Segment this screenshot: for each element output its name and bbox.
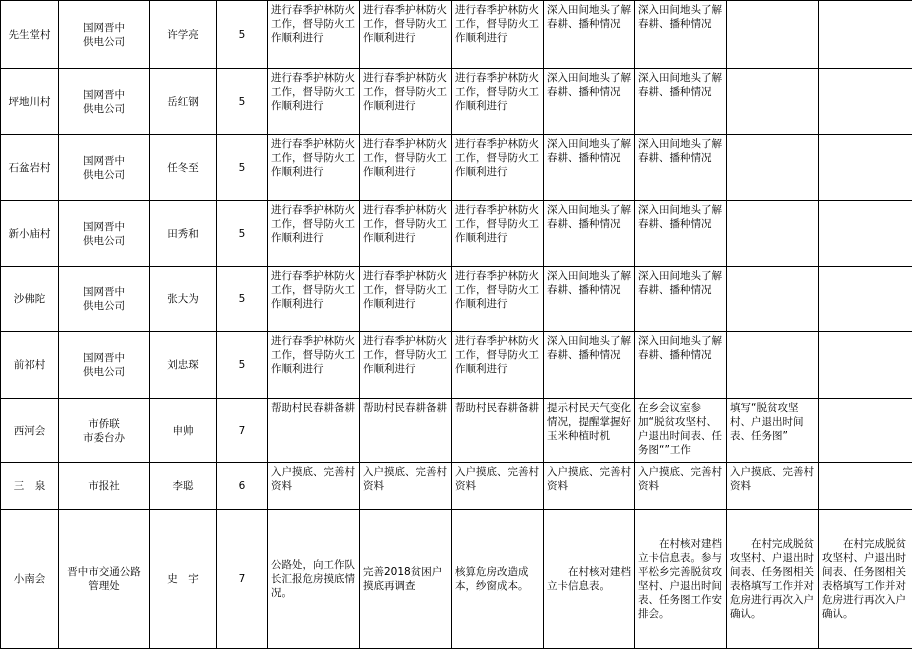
log-cell: 提示村民天气变化情况，提醒掌握好玉米种植时机: [544, 399, 635, 463]
table-row: [1, 463, 912, 510]
log-cell: 深入田间地头了解春耕、播种情况: [544, 267, 635, 332]
log-cell: 进行春季护林防火工作，督导防火工作顺利进行: [268, 135, 360, 201]
log-cell: 进行春季护林防火工作，督导防火工作顺利进行: [360, 135, 452, 201]
days-cell: 5: [217, 135, 268, 201]
unit-line: 市报社: [62, 479, 146, 493]
log-cell: 在村完成脱贫攻坚村、户退出时间表、任务图相关表格填写工作并对危房进行再次入户确认。: [819, 510, 912, 649]
log-cell: [819, 135, 912, 201]
log-cell: 进行春季护林防火工作，督导防火工作顺利进行: [268, 201, 360, 267]
unit-cell: [59, 332, 150, 399]
unit-cell: [59, 510, 150, 649]
days-cell: 5: [217, 201, 268, 267]
person-name-cell: 张大为: [150, 267, 217, 332]
village-cell: 坪地川村: [1, 69, 59, 135]
person-name-cell: 史 宇: [150, 510, 217, 649]
log-cell: 深入田间地头了解春耕、播种情况: [635, 69, 727, 135]
days-cell: 5: [217, 69, 268, 135]
log-cell: 进行春季护林防火工作，督导防火工作顺利进行: [268, 69, 360, 135]
log-cell: 进行春季护林防火工作，督导防火工作顺利进行: [452, 1, 544, 69]
log-cell: 深入田间地头了解春耕、播种情况: [544, 69, 635, 135]
days-cell: 5: [217, 1, 268, 69]
log-cell: 公路处，向工作队长汇报危房摸底情况。: [268, 510, 360, 649]
village-cell: 沙佛陀: [1, 267, 59, 332]
village-cell: 新小庙村: [1, 201, 59, 267]
unit-line: 供电公司: [62, 35, 146, 49]
log-cell: [727, 267, 819, 332]
unit-cell: [59, 135, 150, 201]
unit-line: 供电公司: [62, 168, 146, 182]
unit-line: 国网晋中: [62, 21, 146, 35]
village-cell: 石盆岩村: [1, 135, 59, 201]
log-cell: [727, 201, 819, 267]
person-name-cell: 许学亮: [150, 1, 217, 69]
unit-line: 晋中市交通公路: [62, 565, 146, 579]
log-cell: 深入田间地头了解春耕、播种情况: [635, 332, 727, 399]
log-cell: 在乡会议室参加“脱贫攻坚村、户退出时间表、任务图“”工作: [635, 399, 727, 463]
log-cell: [819, 69, 912, 135]
days-cell: 7: [217, 399, 268, 463]
unit-cell: [59, 463, 150, 510]
unit-line: 市委台办: [62, 431, 146, 445]
village-cell: 西河会: [1, 399, 59, 463]
days-cell: 7: [217, 510, 268, 649]
log-cell: 入户摸底、完善村资料: [452, 463, 544, 510]
unit-line: 供电公司: [62, 234, 146, 248]
log-cell: 深入田间地头了解春耕、播种情况: [635, 267, 727, 332]
days-cell: 5: [217, 267, 268, 332]
log-cell: 深入田间地头了解春耕、播种情况: [635, 1, 727, 69]
log-cell: 进行春季护林防火工作，督导防火工作顺利进行: [268, 1, 360, 69]
days-cell: 5: [217, 332, 268, 399]
table-row: [1, 332, 912, 399]
log-cell: 进行春季护林防火工作，督导防火工作顺利进行: [452, 267, 544, 332]
log-cell: 在村完成脱贫攻坚村、户退出时间表、任务图相关表格填写工作并对危房进行再次入户确认。: [727, 510, 819, 649]
log-cell: 完善2018贫困户摸底再调查: [360, 510, 452, 649]
log-cell: [819, 463, 912, 510]
log-cell: 进行春季护林防火工作，督导防火工作顺利进行: [452, 135, 544, 201]
unit-cell: [59, 201, 150, 267]
unit-line: 供电公司: [62, 299, 146, 313]
log-cell: 进行春季护林防火工作，督导防火工作顺利进行: [360, 332, 452, 399]
village-cell: 先生堂村: [1, 1, 59, 69]
person-name-cell: 任冬至: [150, 135, 217, 201]
log-cell: [727, 69, 819, 135]
log-cell: 入户摸底、完善村资料: [544, 463, 635, 510]
log-cell: [819, 332, 912, 399]
person-name-cell: 李聪: [150, 463, 217, 510]
log-cell: 进行春季护林防火工作，督导防火工作顺利进行: [452, 332, 544, 399]
log-cell: 进行春季护林防火工作，督导防火工作顺利进行: [268, 267, 360, 332]
table-body: [1, 1, 912, 649]
log-cell: [819, 399, 912, 463]
log-cell: 深入田间地头了解春耕、播种情况: [544, 1, 635, 69]
log-cell: 深入田间地头了解春耕、播种情况: [635, 201, 727, 267]
table-row: [1, 201, 912, 267]
unit-cell: [59, 1, 150, 69]
log-cell: 入户摸底、完善村资料: [727, 463, 819, 510]
log-cell: 帮助村民春耕备耕: [268, 399, 360, 463]
log-cell: 入户摸底、完善村资料: [268, 463, 360, 510]
log-cell: [727, 135, 819, 201]
person-name-cell: 申帅: [150, 399, 217, 463]
unit-cell: [59, 69, 150, 135]
log-cell: 进行春季护林防火工作，督导防火工作顺利进行: [360, 69, 452, 135]
log-cell: 进行春季护林防火工作，督导防火工作顺利进行: [360, 1, 452, 69]
village-cell: 前祁村: [1, 332, 59, 399]
unit-line: 供电公司: [62, 102, 146, 116]
log-cell: 深入田间地头了解春耕、播种情况: [544, 332, 635, 399]
unit-line: 国网晋中: [62, 154, 146, 168]
unit-line: 管理处: [62, 579, 146, 593]
table-row: [1, 135, 912, 201]
log-cell: 填写“脱贫攻坚村、户退出时间表、任务图”: [727, 399, 819, 463]
person-name-cell: 田秀和: [150, 201, 217, 267]
log-cell: 核算危房改造成本，纱窗成本。: [452, 510, 544, 649]
unit-line: 供电公司: [62, 365, 146, 379]
unit-cell: [59, 399, 150, 463]
unit-line: 国网晋中: [62, 220, 146, 234]
table-row: [1, 267, 912, 332]
log-cell: 深入田间地头了解春耕、播种情况: [544, 201, 635, 267]
log-cell: 入户摸底、完善村资料: [635, 463, 727, 510]
log-cell: 帮助村民春耕备耕: [452, 399, 544, 463]
person-name-cell: 刘忠琛: [150, 332, 217, 399]
table-row: [1, 399, 912, 463]
log-cell: 在村核对建档立卡信息表。参与平松乡完善脱贫攻坚村、户退出时间表、任务图工作安排会。: [635, 510, 727, 649]
table-row: [1, 510, 912, 649]
log-cell: 帮助村民春耕备耕: [360, 399, 452, 463]
table-row: [1, 1, 912, 69]
log-cell: 进行春季护林防火工作，督导防火工作顺利进行: [268, 332, 360, 399]
log-cell: 在村核对建档立卡信息表。: [544, 510, 635, 649]
unit-line: 国网晋中: [62, 285, 146, 299]
log-cell: 入户摸底、完善村资料: [360, 463, 452, 510]
log-cell: 进行春季护林防火工作，督导防火工作顺利进行: [360, 267, 452, 332]
person-name-cell: 岳红钢: [150, 69, 217, 135]
log-cell: 深入田间地头了解春耕、播种情况: [635, 135, 727, 201]
village-cell: 小南会: [1, 510, 59, 649]
village-cell: 三 泉: [1, 463, 59, 510]
log-cell: 进行春季护林防火工作，督导防火工作顺利进行: [360, 201, 452, 267]
unit-cell: [59, 267, 150, 332]
table-row: [1, 69, 912, 135]
log-cell: [727, 332, 819, 399]
log-cell: [727, 1, 819, 69]
log-cell: 进行春季护林防火工作，督导防火工作顺利进行: [452, 69, 544, 135]
log-cell: 深入田间地头了解春耕、播种情况: [544, 135, 635, 201]
unit-line: 市侨联: [62, 417, 146, 431]
log-cell: [819, 1, 912, 69]
unit-line: 国网晋中: [62, 351, 146, 365]
days-cell: 6: [217, 463, 268, 510]
unit-line: 国网晋中: [62, 88, 146, 102]
log-cell: [819, 267, 912, 332]
log-cell: [819, 201, 912, 267]
log-cell: 进行春季护林防火工作，督导防火工作顺利进行: [452, 201, 544, 267]
